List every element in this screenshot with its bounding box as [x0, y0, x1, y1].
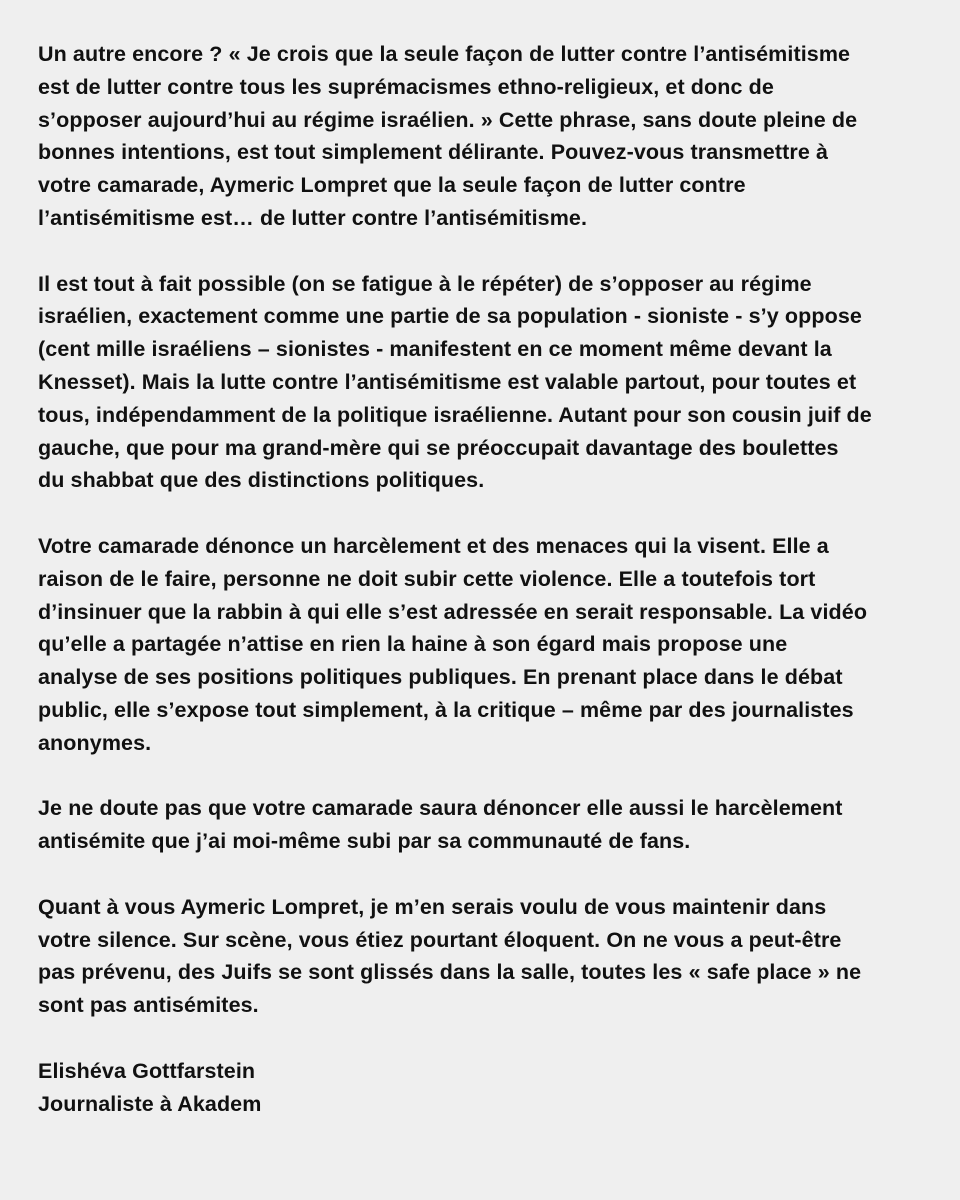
text-line: du shabbat que des distinctions politiques. [38, 468, 485, 493]
text-line: votre silence. Sur scène, vous étiez pourtant éloquent. On ne vous a peut-être [38, 927, 842, 952]
paragraph-3 [38, 530, 928, 760]
text-line: Quant à vous Aymeric Lompret, je m’en serais voulu de vous maintenir dans [38, 894, 827, 919]
text-line: Knesset). Mais la lutte contre l’antisémitisme est valable partout, pour toutes et [38, 369, 857, 394]
text-line: Il est tout à fait possible (on se fatigue à le répéter) de s’opposer au régime [38, 271, 812, 296]
text-line: (cent mille israéliens – sionistes - manifestent en ce moment même devant la [38, 337, 832, 362]
signature-block [38, 1055, 928, 1121]
paragraph-4 [38, 792, 928, 858]
paragraph-1 [38, 38, 928, 235]
paragraph-2 [38, 268, 928, 498]
paragraph-5 [38, 891, 928, 1022]
author-name: Elishéva Gottfarstein [38, 1058, 256, 1083]
text-line: Un autre encore ? « Je crois que la seule façon de lutter contre l’antisémitisme [38, 42, 851, 66]
text-line: anonymes. [38, 730, 152, 755]
text-line: antisémite que j’ai moi-même subi par sa communauté de fans. [38, 829, 691, 854]
text-line: l’antisémitisme est… de lutter contre l’antisémitisme. [38, 205, 588, 230]
text-line: d’insinuer que la rabbin à qui elle s’est adressée en serait responsable. La vidéo [38, 599, 868, 624]
text-line: est de lutter contre tous les suprémacismes ethno-religieux, et donc de [38, 74, 774, 99]
letter-document [38, 38, 928, 1120]
text-line: sont pas antisémites. [38, 993, 259, 1018]
text-line: public, elle s’expose tout simplement, à la critique – même par des journalistes [38, 697, 854, 722]
text-line: s’opposer aujourd’hui au régime israélien. » Cette phrase, sans doute pleine de [38, 107, 858, 132]
author-title: Journaliste à Akadem [38, 1091, 262, 1116]
text-line: raison de le faire, personne ne doit subir cette violence. Elle a toutefois tort [38, 566, 816, 591]
text-line: qu’elle a partagée n’attise en rien la haine à son égard mais propose une [38, 632, 788, 657]
text-line: bonnes intentions, est tout simplement délirante. Pouvez-vous transmettre à [38, 140, 829, 165]
text-line: analyse de ses positions politiques publiques. En prenant place dans le débat [38, 665, 843, 690]
text-line: pas prévenu, des Juifs se sont glissés dans la salle, toutes les « safe place » ne [38, 960, 862, 985]
text-line: gauche, que pour ma grand-mère qui se préoccupait davantage des boulettes [38, 435, 839, 460]
text-line: Je ne doute pas que votre camarade saura dénoncer elle aussi le harcèlement [38, 796, 843, 821]
text-line: tous, indépendamment de la politique israélienne. Autant pour son cousin juif de [38, 402, 872, 427]
text-line: votre camarade, Aymeric Lompret que la seule façon de lutter contre [38, 173, 746, 198]
text-line: israélien, exactement comme une partie de sa population - sioniste - s’y oppose [38, 304, 862, 329]
text-line: Votre camarade dénonce un harcèlement et des menaces qui la visent. Elle a [38, 533, 829, 558]
